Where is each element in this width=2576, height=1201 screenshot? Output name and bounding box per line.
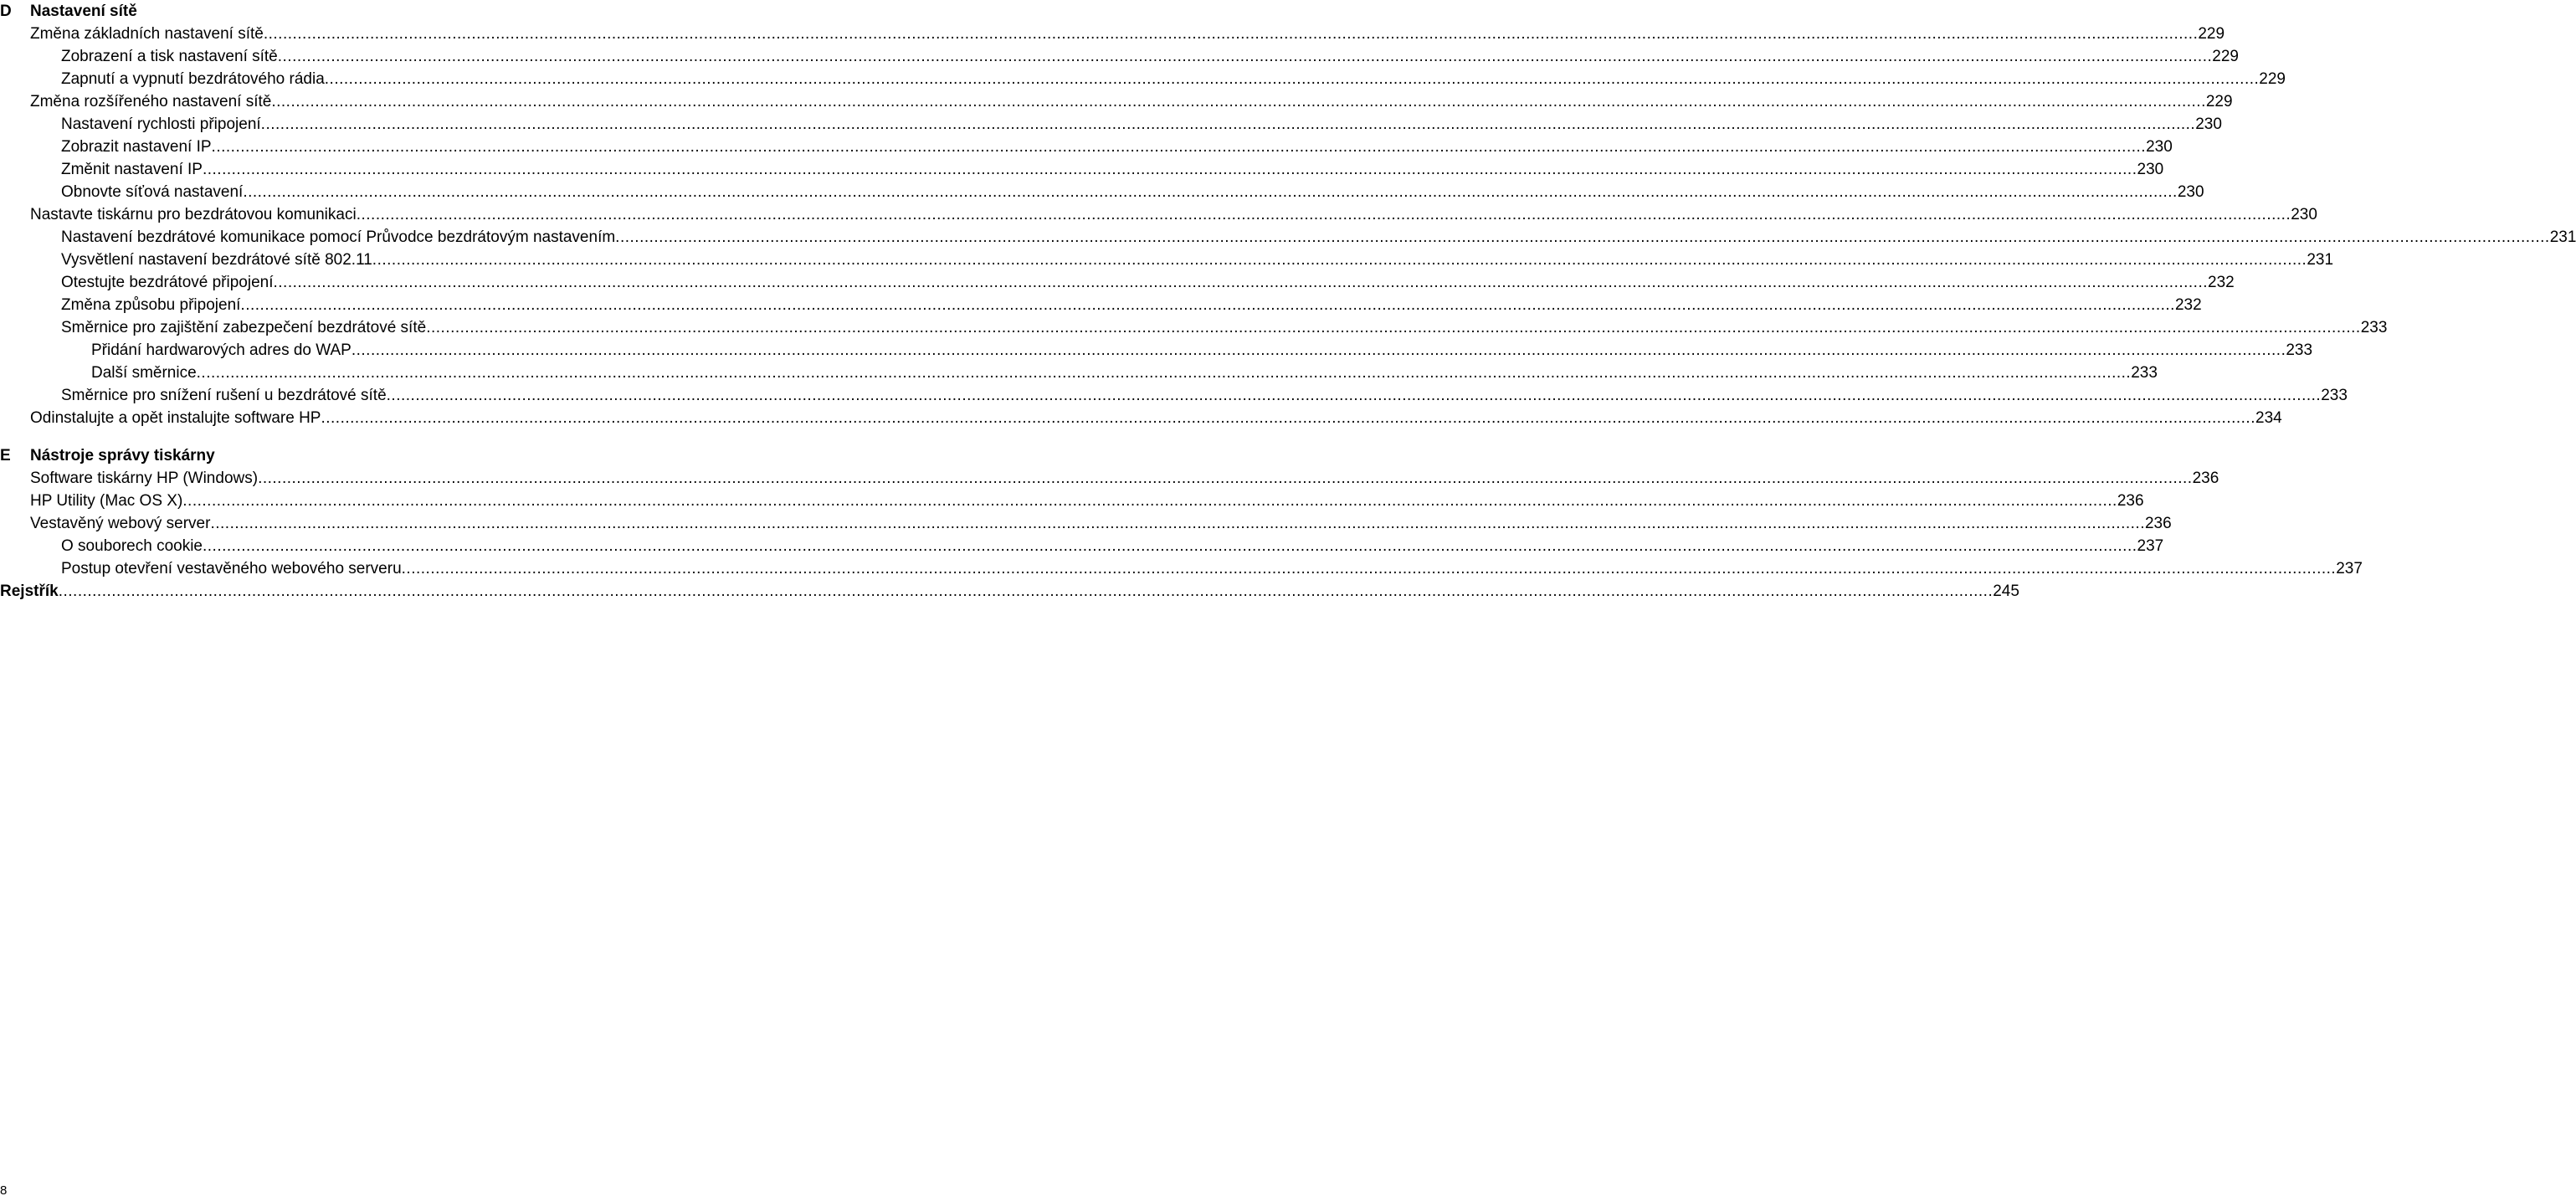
toc-entry-label: Nastavte tiskárnu pro bezdrátovou komunikaci <box>30 206 357 223</box>
toc-entry-label: Obnovte síťová nastavení <box>61 183 244 201</box>
toc-entry[interactable] <box>0 226 2576 249</box>
dot-leader: ................................................................................................................................................................................................................................................................................................................................................................................................................ <box>324 70 2260 88</box>
toc-entry-page: 236 <box>2144 515 2172 532</box>
toc-entry-page: 236 <box>2192 470 2219 487</box>
toc-entry[interactable] <box>0 249 2334 271</box>
toc-entry-page: 234 <box>2255 409 2282 427</box>
toc-entry-label: Software tiskárny HP (Windows) <box>30 470 259 487</box>
toc-entry-label: Nastavení rychlosti připojení <box>61 115 261 133</box>
dot-leader: ................................................................................................................................................................................................................................................................................................................................................................................................................ <box>203 537 2137 555</box>
toc-entry-label: Odinstalujte a opět instalujte software HP <box>30 409 321 427</box>
toc-entry-label: Zobrazení a tisk nastavení sítě <box>61 48 278 65</box>
toc-entry-label: Směrnice pro snížení rušení u bezdrátové sítě <box>61 387 387 404</box>
toc-entry[interactable] <box>0 136 2173 158</box>
dot-leader: ................................................................................................................................................................................................................................................................................................................................................................................................................ <box>426 319 2361 336</box>
toc-entry[interactable] <box>0 113 2222 136</box>
dot-leader: ................................................................................................................................................................................................................................................................................................................................................................................................................ <box>277 48 2213 65</box>
toc-entry-page: 229 <box>2259 70 2286 88</box>
dot-leader: ................................................................................................................................................................................................................................................................................................................................................................................................................ <box>240 296 2175 314</box>
dot-leader: ................................................................................................................................................................................................................................................................................................................................................................................................................ <box>58 583 1994 600</box>
dot-leader: ................................................................................................................................................................................................................................................................................................................................................................................................................ <box>202 161 2137 178</box>
toc-entry-label: Rejstřík <box>0 583 59 600</box>
chapter-letter: D <box>0 3 12 20</box>
toc-entry-page: 232 <box>2174 296 2202 314</box>
toc-entry-label: Nastavení bezdrátové komunikace pomocí Průvodce bezdrátovým nastavením <box>61 228 616 246</box>
toc-entry-page: 229 <box>2205 93 2233 110</box>
toc-entry[interactable] <box>0 384 2348 407</box>
chapter-letter: E <box>0 447 11 464</box>
dot-leader: ................................................................................................................................................................................................................................................................................................................................................................................................................ <box>263 25 2199 43</box>
toc-entry[interactable] <box>0 181 2204 203</box>
toc-entry[interactable] <box>0 158 2164 181</box>
toc-entry-label: Změna rozšířeného nastavení sítě <box>30 93 272 110</box>
toc-entry-label: Směrnice pro zajištění zabezpečení bezdrátové sítě <box>61 319 427 336</box>
toc-entry[interactable] <box>0 23 2225 45</box>
toc-entry-page: 245 <box>1993 583 2019 600</box>
toc-entry[interactable] <box>0 557 2363 580</box>
dot-leader: ................................................................................................................................................................................................................................................................................................................................................................................................................ <box>351 341 2286 359</box>
toc-entry-page: 237 <box>2137 537 2164 555</box>
toc-entry-label: HP Utility (Mac OS X) <box>30 492 183 510</box>
toc-entry-page: 231 <box>2549 228 2576 246</box>
toc-entry-label: Změna způsobu připojení <box>61 296 241 314</box>
toc-entry-label: Postup otevření vestavěného webového serveru <box>61 560 402 577</box>
toc-entry[interactable] <box>0 362 2158 384</box>
toc-entry-label: Změnit nastavení IP <box>61 161 203 178</box>
toc-entry-page: 229 <box>2198 25 2225 43</box>
toc-entry-label: Další směrnice <box>91 364 197 382</box>
toc-entry[interactable] <box>0 90 2233 113</box>
toc-entry-page: 233 <box>2360 319 2388 336</box>
toc-entry[interactable] <box>0 490 2144 512</box>
toc-entry[interactable] <box>0 45 2239 68</box>
toc-entry[interactable] <box>0 68 2286 90</box>
toc-entry-page: 229 <box>2212 48 2239 65</box>
toc-entry-page: 237 <box>2336 560 2363 577</box>
chapter-title: Nástroje správy tiskárny <box>30 447 215 464</box>
toc-entry[interactable] <box>0 294 2202 316</box>
toc-entry-index[interactable] <box>0 580 2019 603</box>
toc-entry[interactable] <box>0 512 2172 535</box>
toc-entry-label: Zobrazit nastavení IP <box>61 138 212 156</box>
toc-entry-label: Vestavěný webový server <box>30 515 211 532</box>
toc-entry-page: 230 <box>2177 183 2204 201</box>
dot-leader: ................................................................................................................................................................................................................................................................................................................................................................................................................ <box>210 515 2145 532</box>
chapter-heading <box>0 0 800 23</box>
toc-entry-label: Vysvětlení nastavení bezdrátové sítě 802.11 <box>61 251 372 269</box>
toc-entry-label: Otestujte bezdrátové připojení <box>61 274 274 291</box>
dot-leader: ................................................................................................................................................................................................................................................................................................................................................................................................................ <box>260 115 2196 133</box>
toc-entry-label: O souborech cookie <box>61 537 203 555</box>
toc-entry-page: 231 <box>2307 251 2334 269</box>
dot-leader: ................................................................................................................................................................................................................................................................................................................................................................................................................ <box>271 93 2206 110</box>
dot-leader: ................................................................................................................................................................................................................................................................................................................................................................................................................ <box>243 183 2178 201</box>
toc-entry[interactable] <box>0 535 2164 557</box>
toc-entry-label: Přidání hardwarových adres do WAP <box>91 341 352 359</box>
toc-entry-page: 230 <box>2146 138 2173 156</box>
toc-entry-page: 233 <box>2286 341 2313 359</box>
dot-leader: ................................................................................................................................................................................................................................................................................................................................................................................................................ <box>258 470 2193 487</box>
toc-entry-label: Zapnutí a vypnutí bezdrátového rádia <box>61 70 325 88</box>
dot-leader: ................................................................................................................................................................................................................................................................................................................................................................................................................ <box>356 206 2291 223</box>
toc-entry-page: 233 <box>2131 364 2158 382</box>
dot-leader: ................................................................................................................................................................................................................................................................................................................................................................................................................ <box>196 364 2132 382</box>
chapter-heading <box>0 444 800 467</box>
dot-leader: ................................................................................................................................................................................................................................................................................................................................................................................................................ <box>386 387 2322 404</box>
dot-leader: ................................................................................................................................................................................................................................................................................................................................................................................................................ <box>615 228 2550 246</box>
toc-entry[interactable] <box>0 203 2317 226</box>
dot-leader: ................................................................................................................................................................................................................................................................................................................................................................................................................ <box>182 492 2117 510</box>
chapter-title: Nastavení sítě <box>30 3 137 20</box>
dot-leader: ................................................................................................................................................................................................................................................................................................................................................................................................................ <box>321 409 2255 427</box>
toc-entry-page: 233 <box>2321 387 2348 404</box>
toc-entry-label: Změna základních nastavení sítě <box>30 25 264 43</box>
toc-entry[interactable] <box>0 271 2235 294</box>
toc-entry-page: 232 <box>2208 274 2235 291</box>
toc-entry-page: 230 <box>2291 206 2317 223</box>
dot-leader: ................................................................................................................................................................................................................................................................................................................................................................................................................ <box>401 560 2337 577</box>
dot-leader: ................................................................................................................................................................................................................................................................................................................................................................................................................ <box>273 274 2209 291</box>
toc-entry[interactable] <box>0 467 2219 490</box>
toc-entry[interactable] <box>0 407 2282 429</box>
toc-entry[interactable] <box>0 339 2313 362</box>
dot-leader: ................................................................................................................................................................................................................................................................................................................................................................................................................ <box>211 138 2147 156</box>
toc-entry-page: 230 <box>2195 115 2222 133</box>
toc-entry[interactable] <box>0 316 2388 339</box>
dot-leader: ................................................................................................................................................................................................................................................................................................................................................................................................................ <box>372 251 2307 269</box>
page-number: 8 <box>0 1183 8 1198</box>
toc-entry-page: 230 <box>2137 161 2164 178</box>
toc-entry-page: 236 <box>2117 492 2144 510</box>
